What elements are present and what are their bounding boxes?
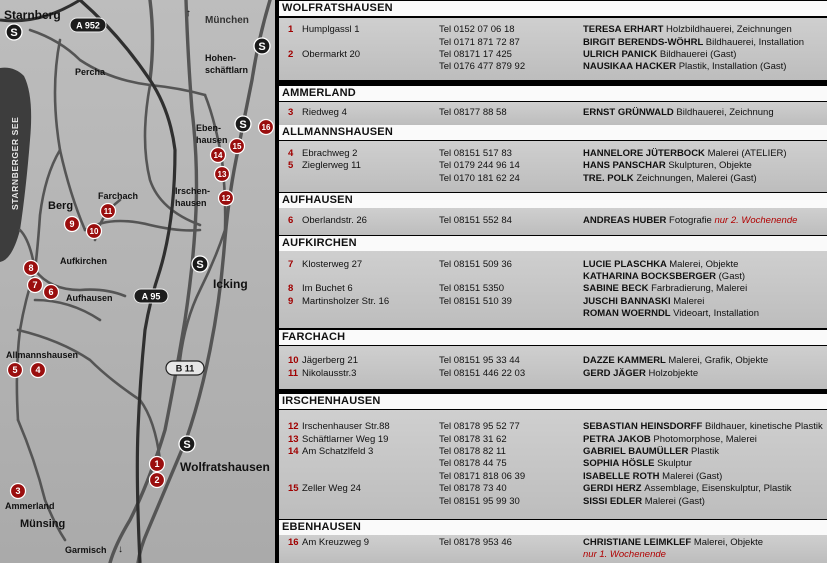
marker-number: 8 xyxy=(288,283,294,295)
address: Zeller Weg 24 xyxy=(302,483,361,495)
artist-info xyxy=(583,434,757,446)
place-farchach: Farchach xyxy=(98,191,139,201)
artist-info xyxy=(583,259,738,271)
artist-name: ERNST GRÜNWALD xyxy=(583,107,674,119)
marker-number: 10 xyxy=(288,355,299,367)
road-label-a95: A 95 xyxy=(141,291,161,302)
artist-name: CHRISTIANE LEIMKLEF xyxy=(583,536,692,548)
phone: Tel 08151 446 22 03 xyxy=(439,367,526,379)
artist-discipline: Malerei (ATELIER) xyxy=(707,147,787,159)
address: Nikolausstr.3 xyxy=(302,367,357,379)
artist-discipline: Fotografie xyxy=(669,215,712,227)
list-item xyxy=(279,483,827,495)
marker-number: 16 xyxy=(288,536,299,548)
svg-text:S: S xyxy=(258,41,266,53)
list-item xyxy=(279,471,827,483)
place-allmannshausen: Allmannshausen xyxy=(6,350,79,360)
marker-8 xyxy=(24,261,39,276)
exhibitor-list xyxy=(279,0,827,563)
weekend-note: nur 1. Wochenende xyxy=(583,549,666,560)
artist-discipline: Bildhauerei, Zeichnung xyxy=(676,107,774,119)
artist-info xyxy=(583,61,786,73)
artist-name: BIRGIT BERENDS-WÖHRL xyxy=(583,36,704,48)
list-item xyxy=(279,355,827,367)
list-item xyxy=(279,421,827,433)
artist-discipline: Bildhauer, kinetische Plastik xyxy=(704,421,823,433)
marker-14 xyxy=(211,148,226,163)
artist-name: LUCIE PLASCHKA xyxy=(583,258,667,270)
artist-info xyxy=(583,471,722,483)
svg-text:S: S xyxy=(196,259,204,271)
marker-label: 9 xyxy=(69,219,75,230)
marker-label: 2 xyxy=(154,475,160,486)
marker-label: 11 xyxy=(103,207,113,217)
marker-number: 3 xyxy=(288,107,294,119)
address: Riedweg 4 xyxy=(302,107,347,119)
phone: Tel 08151 552 84 xyxy=(439,215,512,227)
marker-number: 4 xyxy=(288,147,294,159)
marker-7 xyxy=(28,278,43,293)
marker-12 xyxy=(219,191,234,206)
artist-name: SOPHIA HÖSLE xyxy=(583,458,655,470)
list-item xyxy=(279,259,827,271)
road-shield-a952 xyxy=(70,18,106,32)
address: Martinsholzer Str. 16 xyxy=(302,295,390,307)
section-header: IRSCHENHAUSEN xyxy=(279,394,827,409)
artist-info xyxy=(583,215,797,227)
artist-discipline: Holzbildhauerei, Zeichnungen xyxy=(666,24,792,36)
area-map xyxy=(0,0,275,563)
list-item xyxy=(279,148,827,160)
artist-info xyxy=(583,549,666,561)
section-header: EBENHAUSEN xyxy=(279,520,827,535)
phone: Tel 08177 88 58 xyxy=(439,107,507,119)
marker-1 xyxy=(150,457,165,472)
marker-15 xyxy=(230,139,245,154)
section-header: WOLFRATSHAUSEN xyxy=(279,1,827,16)
list-item xyxy=(279,24,827,36)
phone: Tel 0152 07 06 18 xyxy=(439,24,515,36)
marker-2 xyxy=(150,473,165,488)
artist-info xyxy=(583,173,757,185)
artist-info xyxy=(583,458,692,470)
place-percha: Percha xyxy=(75,67,106,77)
list-item xyxy=(279,160,827,172)
place-aufkirchen: Aufkirchen xyxy=(60,256,108,266)
marker-number: 2 xyxy=(288,49,294,60)
section-header: AUFHAUSEN xyxy=(279,193,827,208)
artist-name: ISABELLE ROTH xyxy=(583,470,660,482)
address: Im Buchet 6 xyxy=(302,283,353,295)
marker-number: 15 xyxy=(288,483,299,495)
sbahn-icon xyxy=(254,38,270,54)
marker-label: 12 xyxy=(221,194,231,204)
artist-discipline: Malerei, Objekte xyxy=(693,536,764,548)
phone: Tel 08178 73 40 xyxy=(439,483,507,495)
phone: Tel 08151 510 39 xyxy=(439,295,512,307)
artist-name: ANDREAS HUBER xyxy=(583,215,667,227)
address: Humplgassl 1 xyxy=(302,24,360,36)
phone: Tel 08151 5350 xyxy=(439,283,504,295)
list-item xyxy=(279,434,827,446)
marker-label: 6 xyxy=(48,287,54,298)
artist-name: TERESA ERHART xyxy=(583,24,664,36)
artist-info xyxy=(583,537,763,549)
marker-number: 7 xyxy=(288,258,294,270)
marker-label: 16 xyxy=(261,123,271,133)
address: Am Kreuzweg 9 xyxy=(302,536,370,548)
artist-info xyxy=(583,421,823,433)
place-garmisch: Garmisch xyxy=(65,545,107,555)
list-item xyxy=(279,107,827,119)
weekend-note: nur 2. Wochenende xyxy=(714,215,798,227)
phone: Tel 0176 477 879 92 xyxy=(439,61,526,73)
place-aufhausen: Aufhausen xyxy=(66,293,113,303)
artist-discipline: Videoart, Installation xyxy=(673,308,759,320)
marker-label: 15 xyxy=(232,142,242,152)
artist-info xyxy=(583,271,745,283)
artist-name: SEBASTIAN HEINSDORFF xyxy=(583,421,703,433)
marker-number: 13 xyxy=(288,433,299,445)
marker-label: 1 xyxy=(154,459,160,470)
address: Ebrachweg 2 xyxy=(302,147,358,159)
marker-label: 14 xyxy=(213,151,223,161)
road-label-a952: A 952 xyxy=(76,20,100,31)
address: Irschenhauser Str.88 xyxy=(302,421,390,433)
marker-label: 13 xyxy=(217,170,227,180)
section-header: ALLMANNSHAUSEN xyxy=(279,125,827,140)
place-munchen: München xyxy=(205,15,249,26)
list-item xyxy=(279,537,827,549)
phone: Tel 08171 17 425 xyxy=(439,49,512,60)
phone: Tel 0170 181 62 24 xyxy=(439,172,520,184)
artist-info xyxy=(583,24,792,36)
artist-info xyxy=(583,496,705,508)
place-ebenhausen-1: Eben- xyxy=(196,123,222,133)
artist-discipline: Skulpturen, Objekte xyxy=(668,160,752,172)
section-header: AMMERLAND xyxy=(279,86,827,101)
artist-info xyxy=(583,148,787,160)
phone: Tel 08178 953 46 xyxy=(439,536,512,548)
section-header: AUFKIRCHEN xyxy=(279,236,827,251)
phone: Tel 08178 82 11 xyxy=(439,445,506,457)
place-irschenhausen-2: hausen xyxy=(175,198,207,208)
marker-13 xyxy=(215,167,230,182)
artist-name: ROMAN WOERNDL xyxy=(583,308,671,320)
artist-name: ULRICH PANICK xyxy=(583,49,658,60)
place-berg: Berg xyxy=(48,200,74,212)
arrow-up-icon: ↑ xyxy=(186,8,191,19)
artist-discipline: (Gast) xyxy=(718,270,746,282)
list-item xyxy=(279,37,827,49)
artist-name: JUSCHI BANNASKI xyxy=(583,295,671,307)
sbahn-icon xyxy=(235,116,251,132)
section-header: FARCHACH xyxy=(279,330,827,345)
artist-info xyxy=(583,49,736,61)
artist-info xyxy=(583,37,804,49)
sbahn-icon xyxy=(6,24,22,40)
list-item xyxy=(279,49,827,61)
artist-info xyxy=(583,160,752,172)
artist-discipline: Zeichnungen, Malerei (Gast) xyxy=(636,172,757,184)
artist-discipline: Bildhauerei, Installation xyxy=(705,36,805,48)
artist-discipline: Plastik xyxy=(691,445,720,457)
marker-number: 9 xyxy=(288,295,294,307)
marker-number: 11 xyxy=(288,367,299,379)
marker-5 xyxy=(8,363,23,378)
artist-discipline: Plastik, Installation (Gast) xyxy=(678,61,787,73)
marker-label: 4 xyxy=(35,365,41,376)
list-item xyxy=(279,215,827,227)
svg-text:S: S xyxy=(239,119,247,131)
artist-discipline: Farbradierung, Malerei xyxy=(651,283,748,295)
place-ebenhausen-2: hausen xyxy=(196,135,228,145)
artist-info xyxy=(583,355,768,367)
marker-11 xyxy=(101,204,116,219)
marker-4 xyxy=(31,363,46,378)
artist-name: SABINE BECK xyxy=(583,283,649,295)
marker-label: 10 xyxy=(89,227,99,237)
marker-number: 14 xyxy=(288,445,299,457)
artist-discipline: Malerei xyxy=(673,295,705,307)
list-item xyxy=(279,368,827,380)
road-shield-b11 xyxy=(166,361,204,375)
list-item xyxy=(279,283,827,295)
address: Jägerberg 21 xyxy=(302,355,358,367)
artist-discipline: Skulptur xyxy=(657,458,692,470)
marker-number: 1 xyxy=(288,24,294,36)
marker-label: 8 xyxy=(28,263,34,274)
artist-name: PETRA JAKOB xyxy=(583,433,651,445)
list-item xyxy=(279,446,827,458)
list-item xyxy=(279,308,827,320)
marker-3 xyxy=(11,484,26,499)
place-ammerland: Ammerland xyxy=(5,501,55,511)
artist-info xyxy=(583,296,704,308)
address: Obermarkt 20 xyxy=(302,49,361,60)
phone: Tel 08178 31 62 xyxy=(439,433,507,445)
artist-name: GERDI HERZ xyxy=(583,483,642,495)
artist-discipline: Malerei (Gast) xyxy=(662,470,723,482)
phone: Tel 08151 517 83 xyxy=(439,147,512,159)
marker-number: 5 xyxy=(288,160,294,172)
list-item xyxy=(279,271,827,283)
artist-name: KATHARINA BOCKSBERGER xyxy=(583,270,716,282)
artist-info xyxy=(583,368,698,380)
phone: Tel 08151 509 36 xyxy=(439,258,512,270)
road-label-b11: B 11 xyxy=(175,363,195,374)
place-hohenschaftlarn-1: Hohen- xyxy=(205,53,236,63)
artist-name: HANS PANSCHAR xyxy=(583,160,666,172)
marker-16 xyxy=(259,120,274,135)
road-shield-a95 xyxy=(134,289,168,303)
list-item xyxy=(279,61,827,73)
place-starnberg: Starnberg xyxy=(4,8,61,22)
marker-9 xyxy=(65,217,80,232)
marker-number: 6 xyxy=(288,215,294,227)
marker-6 xyxy=(44,285,59,300)
artist-name: GERD JÄGER xyxy=(583,367,646,379)
artist-name: GABRIEL BAUMÜLLER xyxy=(583,445,689,457)
place-wolfratshausen: Wolfratshausen xyxy=(180,460,270,474)
artist-name: HANNELORE JÜTERBOCK xyxy=(583,147,705,159)
address: Am Schatzlfeld 3 xyxy=(302,445,374,457)
artist-info xyxy=(583,483,792,495)
phone: Tel 08151 95 99 30 xyxy=(439,495,520,507)
artist-discipline: Photomorphose, Malerei xyxy=(653,433,757,445)
artist-discipline: Assemblage, Eisenskulptur, Plastik xyxy=(644,483,792,495)
arrow-down-icon: ↓ xyxy=(118,544,123,555)
list-item xyxy=(279,458,827,470)
phone: Tel 08178 44 75 xyxy=(439,458,507,470)
marker-label: 3 xyxy=(15,486,21,497)
svg-text:S: S xyxy=(10,27,18,39)
list-item xyxy=(279,296,827,308)
marker-10 xyxy=(87,224,102,239)
artist-info xyxy=(583,446,719,458)
artist-name: TRE. POLK xyxy=(583,172,634,184)
address: Schäftlarner Weg 19 xyxy=(302,433,389,445)
phone: Tel 0179 244 96 14 xyxy=(439,160,520,172)
address: Klosterweg 27 xyxy=(302,258,363,270)
phone: Tel 08171 818 06 39 xyxy=(439,470,526,482)
artist-name: DAZZE KAMMERL xyxy=(583,355,666,367)
list-item xyxy=(279,173,827,185)
place-munsing: Münsing xyxy=(20,518,66,530)
phone: Tel 0171 871 72 87 xyxy=(439,36,520,48)
marker-label: 5 xyxy=(12,365,18,376)
list-item xyxy=(279,549,827,561)
artist-discipline: Malerei, Objekte xyxy=(669,258,739,270)
marker-label: 7 xyxy=(32,280,38,291)
place-hohenschaftlarn-2: schäftlarn xyxy=(205,65,249,75)
artist-name: SISSI EDLER xyxy=(583,495,643,507)
artist-discipline: Malerei, Grafik, Objekte xyxy=(668,355,769,367)
svg-text:S: S xyxy=(183,439,191,451)
list-item xyxy=(279,496,827,508)
lake-label: STARNBERGER SEE xyxy=(10,116,20,210)
phone: Tel 08178 95 52 77 xyxy=(439,421,520,433)
artist-discipline: Malerei (Gast) xyxy=(644,495,705,507)
artist-discipline: Holzobjekte xyxy=(648,367,699,379)
phone: Tel 08151 95 33 44 xyxy=(439,355,520,367)
marker-number: 12 xyxy=(288,421,299,433)
sbahn-icon xyxy=(192,256,208,272)
artist-info xyxy=(583,308,759,320)
address: Zieglerweg 11 xyxy=(302,160,361,172)
artist-discipline: Bildhauerei (Gast) xyxy=(659,49,737,60)
artist-name: NAUSIKAA HACKER xyxy=(583,61,677,73)
artist-info xyxy=(583,283,747,295)
place-irschenhausen-1: Irschen- xyxy=(175,186,211,196)
address: Oberlandstr. 26 xyxy=(302,215,367,227)
sbahn-icon xyxy=(179,436,195,452)
place-icking: Icking xyxy=(213,277,248,291)
artist-info xyxy=(583,107,774,119)
